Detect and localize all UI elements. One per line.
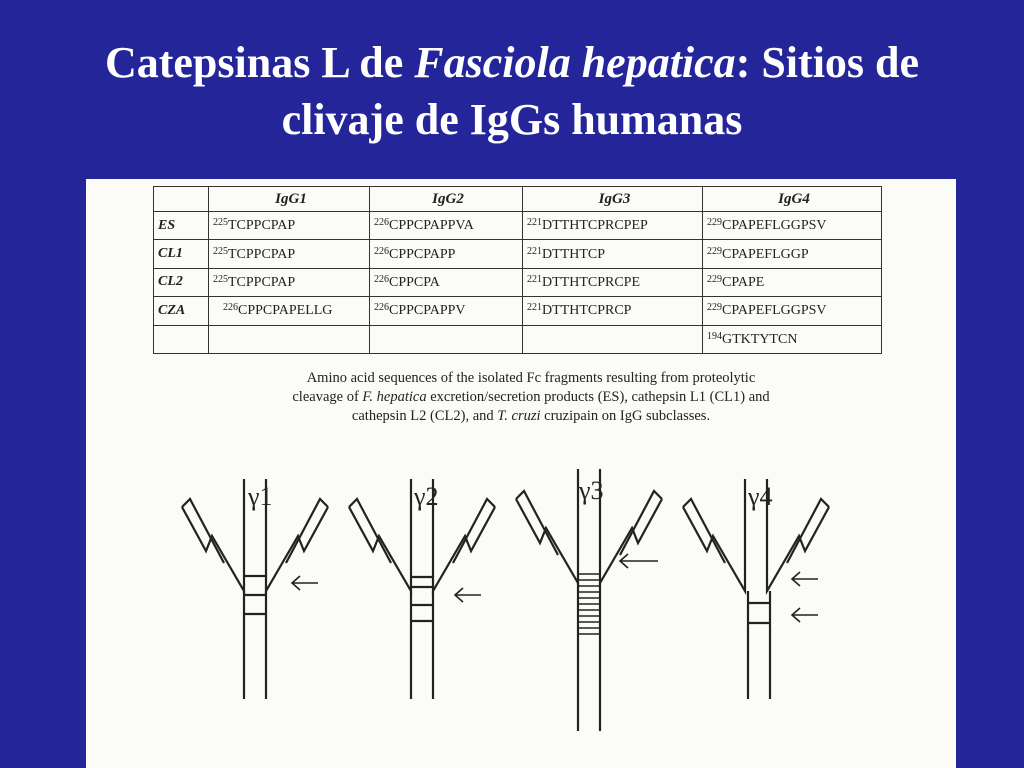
sequence-cell [523, 268, 703, 296]
cleavage-arrow [455, 588, 481, 602]
sequence-text: CPAPE [722, 274, 765, 290]
caption-text: cruzipain on IgG subclasses. [540, 408, 711, 424]
antibody-arm-right [600, 469, 662, 583]
antibody-gamma1 [182, 479, 328, 699]
figure-caption [211, 369, 851, 426]
residue-number: 226 [374, 273, 389, 285]
antibody-arm-left [182, 479, 244, 591]
sequence-cell [523, 212, 703, 240]
row-label: ES [154, 212, 209, 240]
sequence-cell [523, 297, 703, 325]
sequence-text: DTTHTCPRCPEP [542, 218, 648, 234]
sequence-text: TCPPCPAP [228, 274, 296, 290]
caption-species: F. hepatica [362, 389, 427, 405]
sequence-text: TCPPCPAP [228, 218, 296, 234]
sequence-cell [370, 240, 523, 268]
antibody-label-gamma1: γ1 [248, 482, 273, 511]
sequence-table [153, 186, 882, 354]
residue-number: 226 [223, 302, 238, 314]
sequence-text: CPAPEFLGGP [722, 246, 809, 262]
title-text-b: : Sitios de [735, 38, 920, 87]
table-header-row [154, 187, 882, 212]
table-row [154, 240, 882, 268]
antibody-arm-left-outer [182, 499, 224, 563]
hinge-bands-dense [578, 574, 600, 634]
caption-species: T. cruzi [497, 408, 541, 424]
residue-number: 225 [213, 217, 228, 229]
cleavage-arrow [292, 576, 318, 590]
caption-line-3 [211, 407, 851, 426]
table-row [154, 212, 882, 240]
header-cell: IgG4 [703, 187, 882, 212]
antibody-arm-right [266, 479, 328, 591]
residue-number: 226 [374, 245, 389, 257]
antibody-arm-left-outer [683, 499, 725, 563]
title-line-2: clivaje de IgGs humanas [281, 95, 743, 144]
sequence-text: CPPCPA [389, 274, 440, 290]
title-line-1 [0, 34, 1024, 91]
header-cell: IgG3 [523, 187, 703, 212]
sequence-cell [703, 240, 882, 268]
sequence-cell [370, 212, 523, 240]
scanned-figure [86, 179, 956, 768]
title-species: Fasciola hepatica [414, 38, 736, 87]
antibody-gamma2 [349, 479, 495, 699]
residue-number: 221 [527, 273, 542, 285]
sequence-cell [703, 212, 882, 240]
residue-number: 225 [213, 245, 228, 257]
caption-line-2 [211, 388, 851, 407]
antibody-diagrams [86, 469, 956, 768]
residue-number: 229 [707, 302, 722, 314]
sequence-cell [209, 325, 370, 353]
title-text-a: Catepsinas L de [104, 38, 415, 87]
caption-line-1: Amino acid sequences of the isolated Fc fragments resulting from proteolytic [306, 370, 756, 386]
table-row [154, 268, 882, 296]
sequence-cell [370, 325, 523, 353]
sequence-cell [209, 212, 370, 240]
antibody-arm-right-outer [787, 499, 829, 563]
antibody-arm-left [349, 479, 411, 591]
row-label [154, 325, 209, 353]
antibody-label-gamma3: γ3 [579, 476, 604, 505]
antibody-arm-right [433, 479, 495, 591]
antibody-label-gamma2: γ2 [414, 482, 439, 511]
sequence-text: DTTHTCPRCP [542, 303, 632, 319]
sequence-text: DTTHTCP [542, 246, 605, 262]
sequence-text: CPAPEFLGGPSV [722, 303, 827, 319]
residue-number: 229 [707, 217, 722, 229]
residue-number: 194 [707, 330, 722, 342]
antibody-arm-left-outer [349, 499, 391, 563]
sequence-text: CPPCPAPPV [389, 303, 466, 319]
antibody-arm-left [516, 469, 578, 583]
header-cell [154, 187, 209, 212]
sequence-text: CPPCPAPP [389, 246, 456, 262]
residue-number: 221 [527, 245, 542, 257]
sequence-cell [209, 240, 370, 268]
residue-number: 221 [527, 217, 542, 229]
antibody-arm-right-outer [286, 499, 328, 563]
sequence-cell [703, 297, 882, 325]
cleavage-arrow [792, 572, 818, 586]
antibody-gamma4 [683, 479, 829, 699]
residue-number: 229 [707, 273, 722, 285]
sequence-text: GTKTYTCN [722, 331, 798, 347]
sequence-cell [703, 268, 882, 296]
sequence-text: TCPPCPAP [228, 246, 296, 262]
sequence-cell [209, 268, 370, 296]
antibody-arm-right-outer [453, 499, 495, 563]
antibody-arm-left [683, 479, 745, 591]
table-row [154, 297, 882, 325]
caption-text: cleavage of [292, 389, 363, 405]
sequence-cell [703, 325, 882, 353]
sequence-cell [523, 325, 703, 353]
sequence-text: DTTHTCPRCPE [542, 274, 641, 290]
sequence-text: CPPCPAPELLG [238, 303, 333, 319]
header-cell: IgG1 [209, 187, 370, 212]
cleavage-arrow [792, 608, 818, 622]
sequence-cell [209, 297, 370, 325]
sequence-text: CPPCPAPPVA [389, 218, 474, 234]
row-label: CL1 [154, 240, 209, 268]
antibody-gamma3 [516, 469, 662, 731]
residue-number: 221 [527, 302, 542, 314]
caption-text: excretion/secretion products (ES), cathepsin L1 (CL1) and [426, 389, 770, 405]
sequence-text: CPAPEFLGGPSV [722, 218, 827, 234]
row-label: CZA [154, 297, 209, 325]
antibody-arm-left-outer [516, 491, 558, 555]
header-cell: IgG2 [370, 187, 523, 212]
cleavage-arrow [620, 554, 658, 568]
slide-title [0, 34, 1024, 148]
sequence-cell [370, 297, 523, 325]
antibody-arm-right-outer [620, 491, 662, 555]
caption-text: cathepsin L2 (CL2), and [351, 408, 498, 424]
residue-number: 225 [213, 273, 228, 285]
residue-number: 226 [374, 217, 389, 229]
residue-number: 226 [374, 302, 389, 314]
sequence-cell [370, 268, 523, 296]
sequence-cell [523, 240, 703, 268]
residue-number: 229 [707, 245, 722, 257]
table-row [154, 325, 882, 353]
row-label: CL2 [154, 268, 209, 296]
antibody-label-gamma4: γ4 [748, 482, 773, 511]
